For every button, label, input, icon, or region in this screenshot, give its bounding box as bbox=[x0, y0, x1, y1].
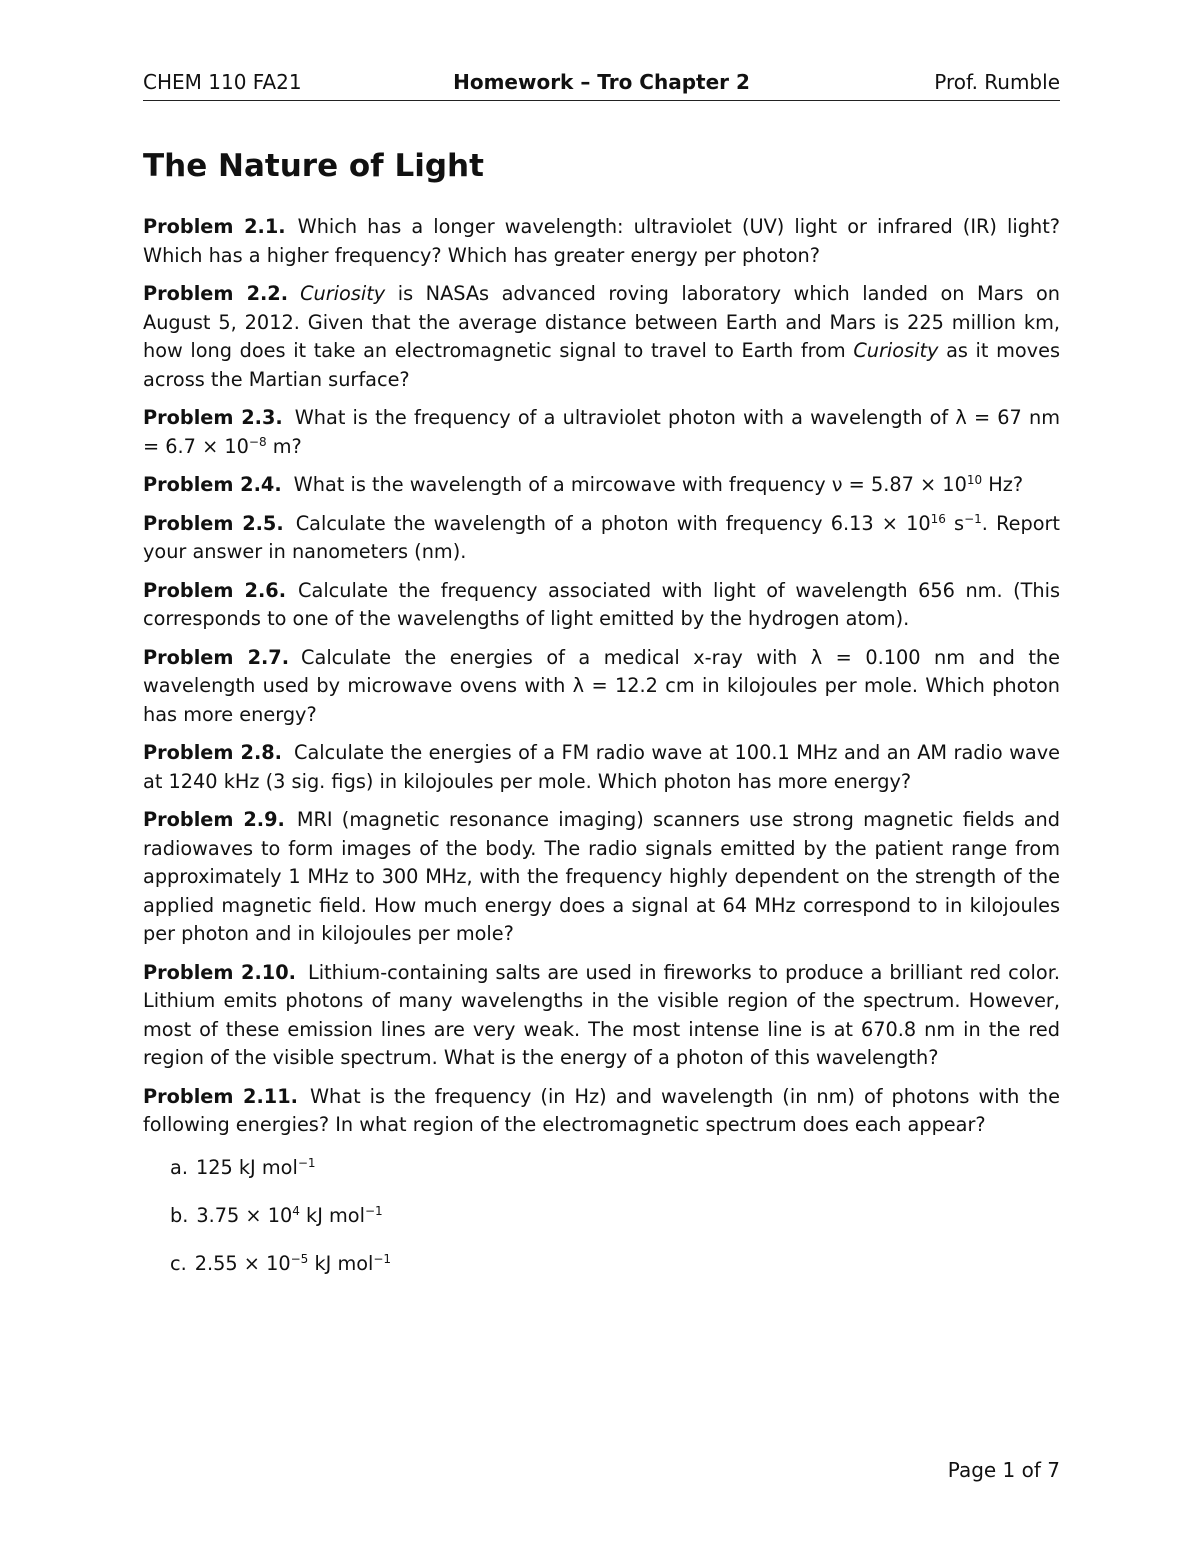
problem-label: Problem 2.7. bbox=[143, 645, 290, 669]
item-text: 125 kJ mol bbox=[195, 1155, 298, 1179]
problem-label: Problem 2.4. bbox=[143, 473, 282, 496]
problem-2-8 bbox=[143, 739, 1060, 796]
problem-2-7 bbox=[143, 644, 1060, 730]
exponent: −5 bbox=[290, 1251, 309, 1266]
problem-label: Problem 2.1. bbox=[143, 215, 286, 238]
rover-name: Curiosity bbox=[300, 282, 386, 305]
problem-2-11 bbox=[143, 1083, 1060, 1278]
item-text: 2.55 × 10 bbox=[194, 1251, 291, 1275]
item-marker: b. bbox=[170, 1203, 189, 1227]
problem-2-2 bbox=[143, 280, 1060, 394]
problem-2-10 bbox=[143, 959, 1060, 1073]
problem-2-1 bbox=[143, 213, 1060, 270]
problem-2-6 bbox=[143, 577, 1060, 634]
page-header bbox=[143, 70, 1060, 101]
problem-text: Lithium-containing salts are used in fireworks to produce a brilliant red color. Lithium emits photons of many wavelengths in the visible region of the spectrum. However, most of these emission lines are very weak. The most intense line is at 670.8 nm in the red region of the visible spectrum. What is the energy of a photon of this wavelength? bbox=[143, 960, 1060, 1069]
problem-text: MRI (magnetic resonance imaging) scanners use strong magnetic fields and radiowaves to form images of the body. The radio signals emitted by the patient range from approximately 1 MHz to 300 MHz, with the frequency highly dependent on the strength of the applied magnetic field. How much energy does a signal at 64 MHz correspond to in kilojoules per photon and in kilojoules per mole? bbox=[143, 808, 1060, 945]
problem-text: . Report your answer in nanometers (nm). bbox=[143, 511, 1060, 563]
problem-text: Calculate the energies of a medical x-ray with λ = 0.100 nm and the wavelength used by microwave ovens with λ = 12.2 cm in kilojoules per mole. Which photon has more energy? bbox=[143, 645, 1060, 726]
exponent: 10 bbox=[966, 473, 983, 487]
problem-text: s bbox=[945, 511, 965, 535]
problem-text: m? bbox=[266, 434, 302, 458]
problem-label: Problem 2.3. bbox=[143, 406, 283, 429]
problem-text: What is the wavelength of a mircowave with frequency ν = 5.87 × 10 bbox=[293, 473, 967, 496]
list-item bbox=[170, 1250, 1060, 1278]
problem-text: Calculate the wavelength of a photon with frequency 6.13 × 10 bbox=[295, 511, 931, 535]
exponent: 4 bbox=[292, 1203, 300, 1218]
problem-text: as it moves across the Martian surface? bbox=[143, 339, 1060, 391]
list-item bbox=[170, 1154, 1060, 1182]
document-page bbox=[143, 0, 1060, 1553]
exponent: 16 bbox=[930, 511, 946, 526]
exponent: −1 bbox=[964, 511, 982, 526]
rover-name: Curiosity bbox=[853, 339, 939, 362]
exponent: −1 bbox=[297, 1155, 316, 1170]
header-title: Homework – Tro Chapter 2 bbox=[453, 70, 750, 94]
problem-label: Problem 2.11. bbox=[143, 1084, 298, 1108]
problem-text: is NASAs advanced roving laboratory which landed on Mars on August 5, 2012. Given that the average distance between Earth and Mars is 225 million km, how long does it take an electromagnetic signal to travel to Earth from bbox=[143, 282, 1060, 362]
item-text: 3.75 × 10 bbox=[196, 1203, 293, 1227]
energy-list bbox=[143, 1154, 1060, 1278]
problem-text: Calculate the energies of a FM radio wave at 100.1 MHz and an AM radio wave at 1240 kHz (3 sig. figs) in kilojoules per mole. Which photon has more energy? bbox=[143, 741, 1060, 793]
list-item bbox=[170, 1202, 1060, 1230]
problem-label: Problem 2.8. bbox=[143, 741, 283, 764]
problem-label: Problem 2.6. bbox=[143, 578, 287, 602]
problem-text: Calculate the frequency associated with light of wavelength 656 nm. (This corresponds to one of the wavelengths of light emitted by the hydrogen atom). bbox=[143, 578, 1060, 630]
problem-label: Problem 2.9. bbox=[143, 808, 285, 831]
problem-list bbox=[143, 213, 1060, 1298]
item-text: kJ mol bbox=[308, 1251, 374, 1275]
problem-2-4 bbox=[143, 471, 1060, 500]
section-title: The Nature of Light bbox=[143, 148, 484, 184]
problem-text: Hz? bbox=[982, 473, 1024, 496]
problem-label: Problem 2.2. bbox=[143, 282, 289, 305]
page-number: Page 1 of 7 bbox=[947, 1458, 1060, 1482]
item-text: kJ mol bbox=[299, 1203, 365, 1227]
problem-label: Problem 2.10. bbox=[143, 960, 296, 984]
exponent: −8 bbox=[248, 434, 267, 449]
problem-text: Which has a longer wavelength: ultraviolet (UV) light or infrared (IR) light? Which has a higher frequency? Which has greater energy per photon? bbox=[143, 215, 1060, 267]
item-marker: c. bbox=[170, 1251, 187, 1275]
course-code: CHEM 110 FA21 bbox=[143, 70, 302, 94]
problem-text: What is the frequency (in Hz) and wavelength (in nm) of photons with the following energies? In what region of the electromagnetic spectrum does each appear? bbox=[143, 1084, 1061, 1136]
problem-2-5 bbox=[143, 510, 1060, 567]
instructor-name: Prof. Rumble bbox=[934, 70, 1060, 94]
exponent: −1 bbox=[373, 1251, 392, 1266]
problem-label: Problem 2.5. bbox=[143, 511, 284, 535]
problem-2-9 bbox=[143, 806, 1060, 949]
problem-text: What is the frequency of a ultraviolet photon with a wavelength of λ = 67 nm = 6.7 × 10 bbox=[143, 406, 1060, 458]
problem-2-3 bbox=[143, 404, 1060, 461]
item-marker: a. bbox=[170, 1155, 188, 1179]
exponent: −1 bbox=[364, 1203, 383, 1218]
